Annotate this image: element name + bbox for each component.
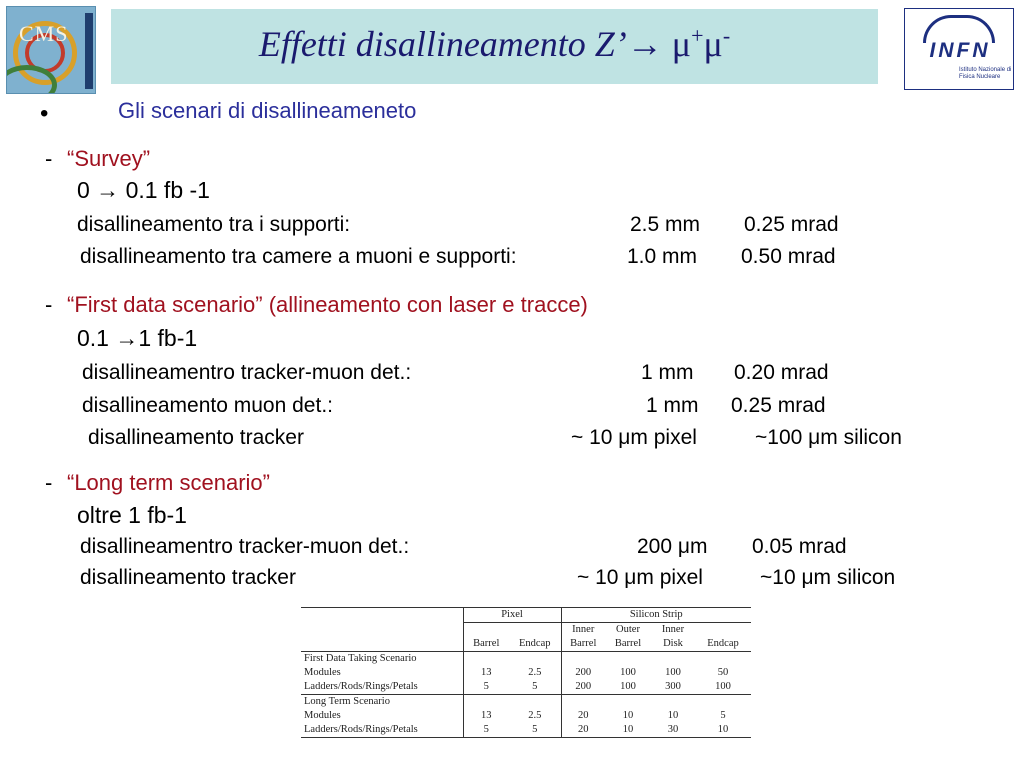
table-cell: 2.5	[528, 710, 542, 721]
title-banner	[111, 9, 878, 84]
table-header-row	[301, 637, 751, 652]
first-row-value1: 1 mm	[641, 361, 694, 384]
table-header-top: Outer	[605, 623, 651, 638]
table-cell: 5	[463, 680, 509, 695]
survey-row-value2: 0.50 mrad	[741, 245, 836, 268]
table-cell: 200	[561, 680, 605, 695]
long-row-label: disallineamentro tracker-muon det.:	[80, 535, 410, 558]
long-row-value1: 200 μm	[637, 535, 708, 558]
infn-logo	[904, 8, 1014, 90]
table-cell: 30	[651, 723, 695, 738]
long-row-value1: ~ 10 μm pixel	[577, 566, 703, 589]
table-cell: 100	[665, 667, 681, 678]
table-section-title: First Data Taking Scenario	[304, 653, 417, 664]
table-cell: 10	[695, 723, 751, 738]
survey-row-label: disallineamento tra camere a muoni e supporti:	[80, 245, 517, 268]
table-header-top: Inner	[561, 623, 605, 638]
slide-title-text: Effetti disallineamento Z’→	[258, 24, 672, 64]
survey-row-value1: 2.5 mm	[630, 213, 701, 236]
survey-label: “Survey”	[67, 146, 151, 171]
table-cell: Modules	[304, 667, 341, 678]
survey-row-value2: 0.25 mrad	[744, 213, 839, 236]
table-row	[301, 709, 751, 723]
long-row-value2: ~10 μm silicon	[760, 566, 896, 589]
first-label: “First data scenario” (allineamento con laser e tracce)	[67, 292, 588, 317]
table-header: Endcap	[695, 637, 751, 652]
table-cell: 2.5	[528, 667, 542, 678]
title-mu-2: μ	[703, 24, 723, 64]
first-row-value1: ~ 10 μm pixel	[571, 426, 697, 449]
long-row-value2: 0.05 mrad	[752, 535, 847, 558]
misalignment-table	[301, 607, 751, 763]
table-row	[301, 680, 751, 695]
intro-bullet: •	[40, 100, 49, 127]
survey-row-value1: 1.0 mm	[627, 245, 698, 268]
table-header: Barrel	[463, 637, 509, 652]
survey-row-label: disallineamento tra i supporti:	[77, 213, 351, 236]
table-section-row	[301, 652, 751, 667]
survey-lumi: 0 → 0.1 fb -1	[77, 177, 210, 203]
long-row-label: disallineamento tracker	[80, 566, 296, 589]
first-row-value1: 1 mm	[646, 394, 699, 417]
table-cell: Ladders/Rods/Rings/Petals	[301, 723, 463, 738]
table-section-title: Long Term Scenario	[304, 696, 390, 707]
title-minus: -	[722, 23, 731, 48]
table-cell: 300	[651, 680, 695, 695]
table-header: Barrel	[605, 637, 651, 652]
table-header-top: Inner	[651, 623, 695, 638]
cms-logo	[6, 6, 96, 94]
cms-logo-bar	[85, 13, 93, 89]
long-dash: -	[45, 470, 53, 495]
first-row-label: disallineamento muon det.:	[82, 394, 333, 417]
table-header: Disk	[651, 637, 695, 652]
survey-dash: -	[45, 146, 53, 171]
first-row-value2: ~100 μm silicon	[755, 426, 902, 449]
table-cell: 100	[695, 680, 751, 695]
table-cell: 10	[605, 723, 651, 738]
long-label: “Long term scenario”	[67, 470, 270, 495]
infn-logo-subtitle: Istituto Nazionale di Fisica Nucleare	[959, 67, 1012, 80]
table-cell: 100	[605, 680, 651, 695]
table-cell: 50	[717, 667, 729, 678]
table-header-row	[301, 623, 751, 638]
table-row	[301, 666, 751, 680]
table-cell: 5	[509, 680, 561, 695]
table-cell: 200	[561, 666, 605, 680]
table-cell: 100	[620, 667, 636, 678]
table-group-header-row	[301, 608, 751, 623]
table-cell: 5	[509, 723, 561, 738]
table-cell: 10	[667, 710, 679, 721]
table-cell: 20	[561, 723, 605, 738]
table-group-strip: Silicon Strip	[561, 608, 751, 623]
table-cell: 13	[463, 666, 509, 680]
first-row-label: disallineamentro tracker-muon det.:	[82, 361, 412, 384]
table-header: Endcap	[509, 637, 561, 652]
table-cell: Ladders/Rods/Rings/Petals	[301, 680, 463, 695]
first-row-label: disallineamento tracker	[88, 426, 304, 449]
first-row-value2: 0.25 mrad	[731, 394, 826, 417]
misalignment-table-grid	[301, 607, 751, 738]
table-header: Barrel	[561, 637, 605, 652]
table-cell: 5	[463, 723, 509, 738]
first-lumi: 0.1 →1 fb-1	[77, 325, 198, 351]
table-cell: 20	[561, 709, 605, 723]
first-row-value2: 0.20 mrad	[734, 361, 829, 384]
cms-logo-text: CMS	[19, 21, 69, 46]
table-cell: 13	[463, 709, 509, 723]
table-row	[301, 723, 751, 738]
infn-logo-text: INFN	[929, 39, 991, 62]
long-lumi: oltre 1 fb-1	[77, 502, 187, 528]
intro-text: Gli scenari di disallineameneto	[118, 98, 417, 123]
title-mu: μ	[671, 24, 692, 64]
first-dash: -	[45, 292, 53, 317]
slide-title	[111, 23, 878, 65]
table-cell: Modules	[304, 710, 341, 721]
table-cell: 10	[622, 710, 634, 721]
title-plus: +	[691, 23, 704, 48]
table-group-pixel: Pixel	[463, 608, 561, 623]
table-cell: 5	[720, 710, 726, 721]
table-section-row	[301, 695, 751, 710]
